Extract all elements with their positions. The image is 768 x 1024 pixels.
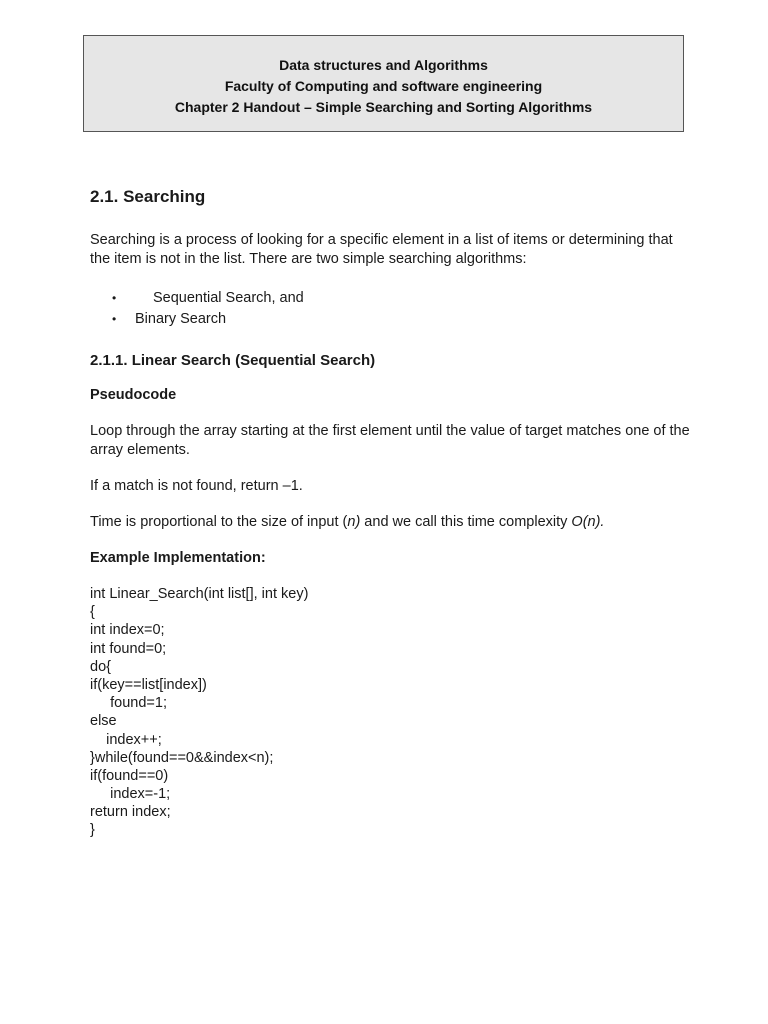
- code-line: index=-1;: [90, 786, 171, 803]
- code-line: else: [90, 713, 117, 730]
- faculty-name: Faculty of Computing and software engineering: [224, 78, 543, 94]
- document-header-box: [83, 35, 684, 132]
- code-line: return index;: [90, 804, 171, 821]
- code-line: int Linear_Search(int list[], int key): [90, 586, 309, 602]
- complexity-text-middle: and we call this time complexity: [360, 514, 572, 530]
- list-item: [90, 288, 690, 309]
- complexity-text-start: Time is proportional to the size of input (: [90, 514, 348, 530]
- subsection-heading: 2.1.1. Linear Search (Sequential Search): [90, 352, 376, 369]
- complexity-paragraph: [90, 513, 690, 532]
- pseudocode-heading: Pseudocode: [90, 387, 177, 403]
- big-o-notation: O(n).: [571, 514, 605, 530]
- code-line: index++;: [90, 731, 162, 748]
- pseudocode-paragraph: Loop through the array starting at the first element until the value of target matches one of the array elements.: [90, 423, 690, 458]
- code-line: }: [90, 822, 95, 839]
- code-line: found=1;: [90, 695, 167, 712]
- input-size-symbol: n): [347, 514, 361, 530]
- code-line: do{: [90, 658, 111, 675]
- not-found-paragraph: If a match is not found, return –1.: [90, 478, 303, 494]
- code-line: int found=0;: [90, 640, 167, 657]
- list-item-label: Binary Search: [135, 311, 227, 327]
- code-line: if(found==0): [90, 767, 169, 784]
- bullet-icon: •: [112, 312, 117, 326]
- code-line: if(key==list[index]): [90, 676, 207, 693]
- code-line: }while(found==0&&index<n);: [90, 749, 274, 766]
- code-line: {: [90, 604, 95, 621]
- list-item: [90, 309, 690, 330]
- example-heading: Example Implementation:: [90, 550, 266, 566]
- code-listing: [90, 585, 690, 840]
- list-item-label: Sequential Search, and: [153, 290, 304, 306]
- intro-paragraph: Searching is a process of looking for a specific element in a list of items or determining that the item is not in the list. There are two simple searching algorithms:: [90, 232, 673, 267]
- bullet-icon: •: [112, 291, 117, 305]
- code-line: int index=0;: [90, 622, 165, 639]
- chapter-title: Chapter 2 Handout – Simple Searching and Sorting Algorithms: [174, 99, 593, 115]
- algorithm-list: [90, 288, 690, 330]
- document-body: [90, 186, 690, 840]
- section-heading: 2.1. Searching: [90, 187, 206, 206]
- course-title: Data structures and Algorithms: [279, 57, 488, 73]
